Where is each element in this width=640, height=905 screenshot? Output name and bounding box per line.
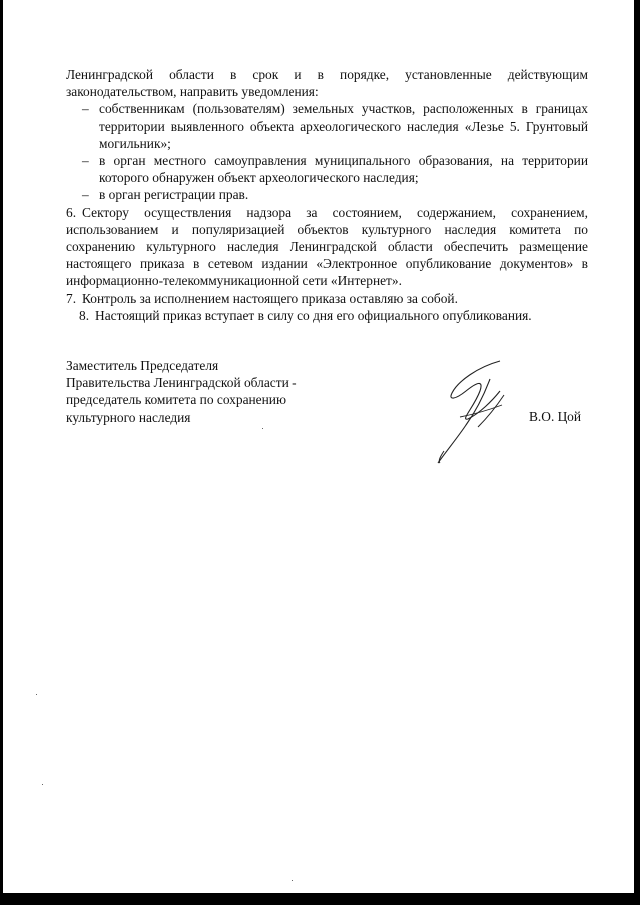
list-item [66, 186, 588, 203]
list-item [66, 152, 588, 186]
list-item-text: в орган местного самоуправления муниципального образования, на территории которого обнаружен объект археологического наследия; [99, 153, 588, 186]
item-number: 7. [66, 290, 77, 306]
numbered-item-8 [66, 307, 588, 324]
position-line: Правительства Ленинградской области - [66, 375, 297, 391]
scan-speck [262, 428, 263, 429]
numbered-item-7 [66, 290, 588, 307]
intro-paragraph: Ленинградской области в срок и в порядке, установленные действующим законодательством, направить уведомления: [66, 67, 588, 100]
item-text: Сектору осуществления надзора за состоянием, содержанием, сохранением, использованием и популяризацией объектов культурного наследия комитета по сохранению культурного наследия Ленинградской области обеспечить размещение настоящего приказа в сетевом издании «Электронное опубликование документов» в информационно-телекоммуникационной сети «Интернет». [66, 204, 588, 289]
dash-marker: – [82, 101, 89, 117]
list-item-text: в орган регистрации прав. [99, 187, 249, 203]
scan-edge-bottom [0, 893, 640, 905]
item-text: Настоящий приказ вступает в силу со дня его официального опубликования. [95, 307, 532, 323]
position-line: председатель комитета по сохранению [66, 392, 286, 408]
scan-speck [36, 694, 37, 695]
scan-edge-right [634, 0, 640, 905]
dash-marker: – [82, 153, 89, 169]
signer-name: В.О. Цой [529, 409, 581, 424]
handwritten-signature [430, 355, 525, 470]
list-item [66, 100, 588, 152]
item-text: Контроль за исполнением настоящего приказа оставляю за собой. [82, 290, 458, 306]
position-line: культурного наследия [66, 409, 191, 425]
item-number: 8. [79, 307, 90, 323]
numbered-item-6 [66, 204, 588, 290]
list-item-text: собственникам (пользователям) земельных участков, расположенных в границах территории выявленного объекта археологического наследия «Лезье 5. Грунтовый могильник»; [99, 101, 588, 151]
document-body [66, 66, 588, 324]
dash-marker: – [82, 187, 89, 203]
item-number: 6. [66, 204, 77, 220]
scan-speck [42, 784, 43, 785]
scan-speck [292, 880, 293, 881]
signer-position [66, 357, 326, 426]
scan-edge-left [0, 0, 3, 905]
position-line: Заместитель Председателя [66, 358, 219, 373]
